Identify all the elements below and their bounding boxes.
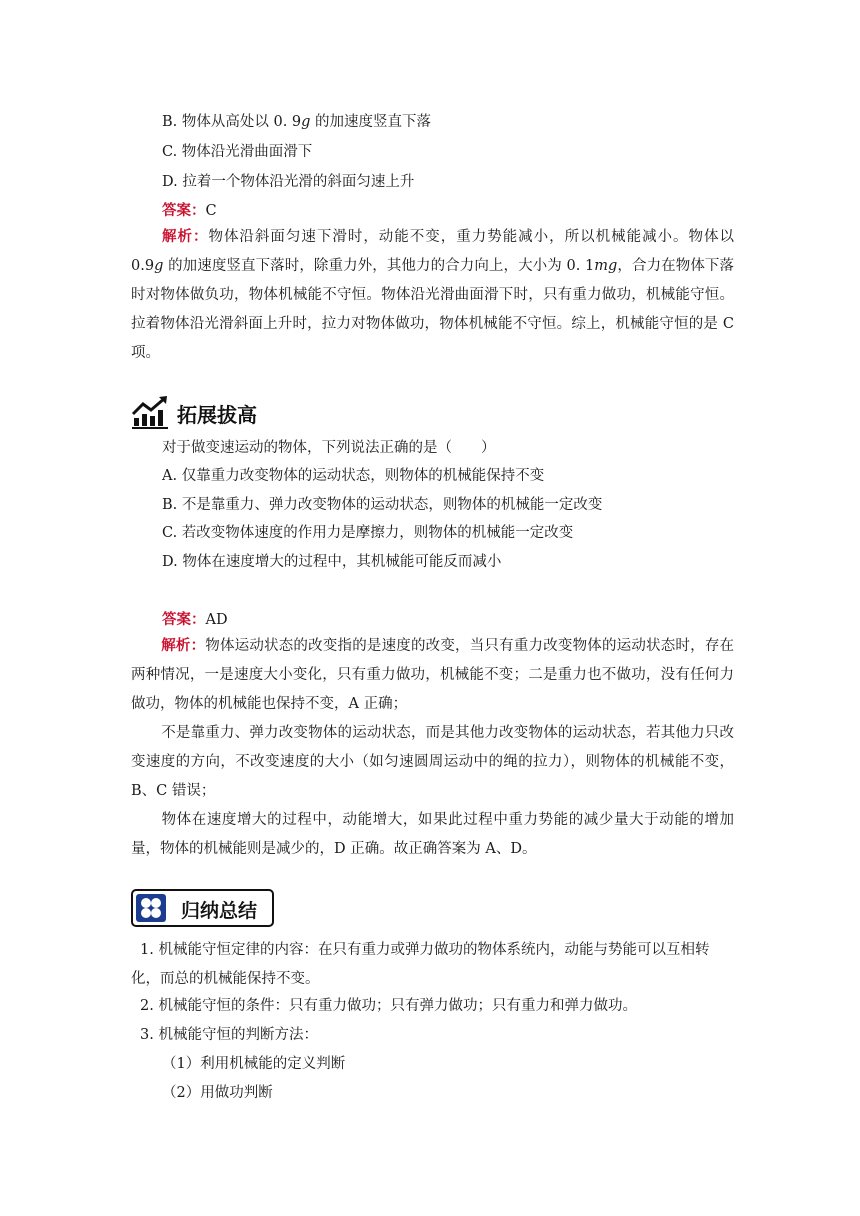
summary-item-1-text: 1. 机械能守恒定律的内容：在只有重力或弹力做功的物体系统内，动能与势能可以互相转化，而总的机械能保持不变。: [131, 942, 710, 987]
answer-label: 答案：: [162, 203, 206, 219]
answer-2: [162, 609, 228, 631]
section-summary-title: 归纳总结: [181, 900, 258, 922]
answer-2-value: AD: [205, 612, 228, 628]
answer-value: C: [205, 203, 217, 219]
analysis-1-var-mg: mg: [594, 258, 618, 274]
analysis-1-text-c: ，合力在物体下落时对物体做负功，物体机械能不守恒。物体沿光滑曲面滑下时，只有重力做功，机械能守恒。拉着物体沿光滑斜面上升时，拉力对物体做功，物体机械能不守恒。综上，机械能守恒的是 C 项。: [131, 258, 734, 361]
analysis-2-p3: [131, 806, 734, 864]
option-c: C. 物体沿光滑曲面滑下: [162, 144, 313, 160]
analysis-2-p1-text: 物体运动状态的改变指的是速度的改变，当只有重力改变物体的运动状态时，存在两种情况，一是速度大小变化，只有重力做功，机械能不变；二是重力也不做功，没有任何力做功，物体的机械能也保持不变，A 正确；: [131, 638, 735, 712]
analysis-1-text-a: 物体沿斜面匀速下滑时，动能不变，重力势能减小，所以机械能减小。物体以 0.: [131, 229, 735, 274]
option-b-text: B. 物体从高处以 0. 9: [162, 114, 302, 130]
summary-sub-1: （1）利用机械能的定义判断: [162, 1056, 346, 1072]
analysis-1-var-g: g: [154, 258, 164, 274]
answer-1: [162, 200, 217, 222]
question-2-option-a: A. 仅靠重力改变物体的运动状态，则物体的机械能保持不变: [162, 468, 545, 484]
summary-item-1: [131, 936, 734, 994]
question-2-option-b: B. 不是靠重力、弹力改变物体的运动状态，则物体的机械能一定改变: [162, 497, 603, 513]
question-2-stem: 对于做变速运动的物体，下列说法正确的是（ ）: [162, 440, 496, 456]
analysis-2-p3-text: 物体在速度增大的过程中，动能增大，如果此过程中重力势能的减少量大于动能的增加量，物体的机械能则是减少的，D 正确。故正确答案为 A、D。: [131, 812, 734, 857]
question-2-option-d: D. 物体在速度增大的过程中，其机械能可能反而减小: [162, 554, 502, 570]
section-summary-header: [131, 889, 274, 927]
answer-2-label: 答案：: [162, 612, 206, 628]
analysis-1-text-b: 的加速度竖直下落时，除重力外，其他力的合力向上，大小为 0. 1: [163, 258, 595, 274]
summary-item-3: 3. 机械能守恒的判断方法：: [140, 1027, 318, 1043]
analysis-label: 解析：: [161, 229, 209, 245]
question-2-option-c: C. 若改变物体速度的作用力是摩擦力，则物体的机械能一定改变: [162, 525, 574, 541]
option-d: D. 拉着一个物体沿光滑的斜面匀速上升: [162, 174, 415, 190]
analysis-1-digit: 9: [144, 258, 155, 274]
analysis-1: [131, 223, 734, 368]
section-extend-title: 拓展拔高: [177, 403, 257, 427]
analysis-2-label: 解析：: [161, 638, 206, 654]
analysis-2-p1: [131, 632, 734, 719]
trend-chart-icon: [131, 394, 169, 430]
analysis-2-p2: [131, 719, 734, 806]
option-b-var: g: [301, 114, 311, 130]
four-petal-icon: [136, 894, 166, 922]
option-b: [162, 111, 431, 133]
analysis-2-p2-text: 不是靠重力、弹力改变物体的运动状态，而是其他力改变物体的运动状态，若其他力只改变速度的方向，不改变速度的大小（如匀速圆周运动中的绳的拉力），则物体的机械能不变，B、C 错误；: [131, 725, 734, 799]
summary-sub-2: （2）用做功判断: [162, 1085, 273, 1101]
summary-item-2: 2. 机械能守恒的条件：只有重力做功；只有弹力做功；只有重力和弹力做功。: [140, 998, 637, 1014]
option-b-tail: 的加速度竖直下落: [310, 114, 432, 130]
